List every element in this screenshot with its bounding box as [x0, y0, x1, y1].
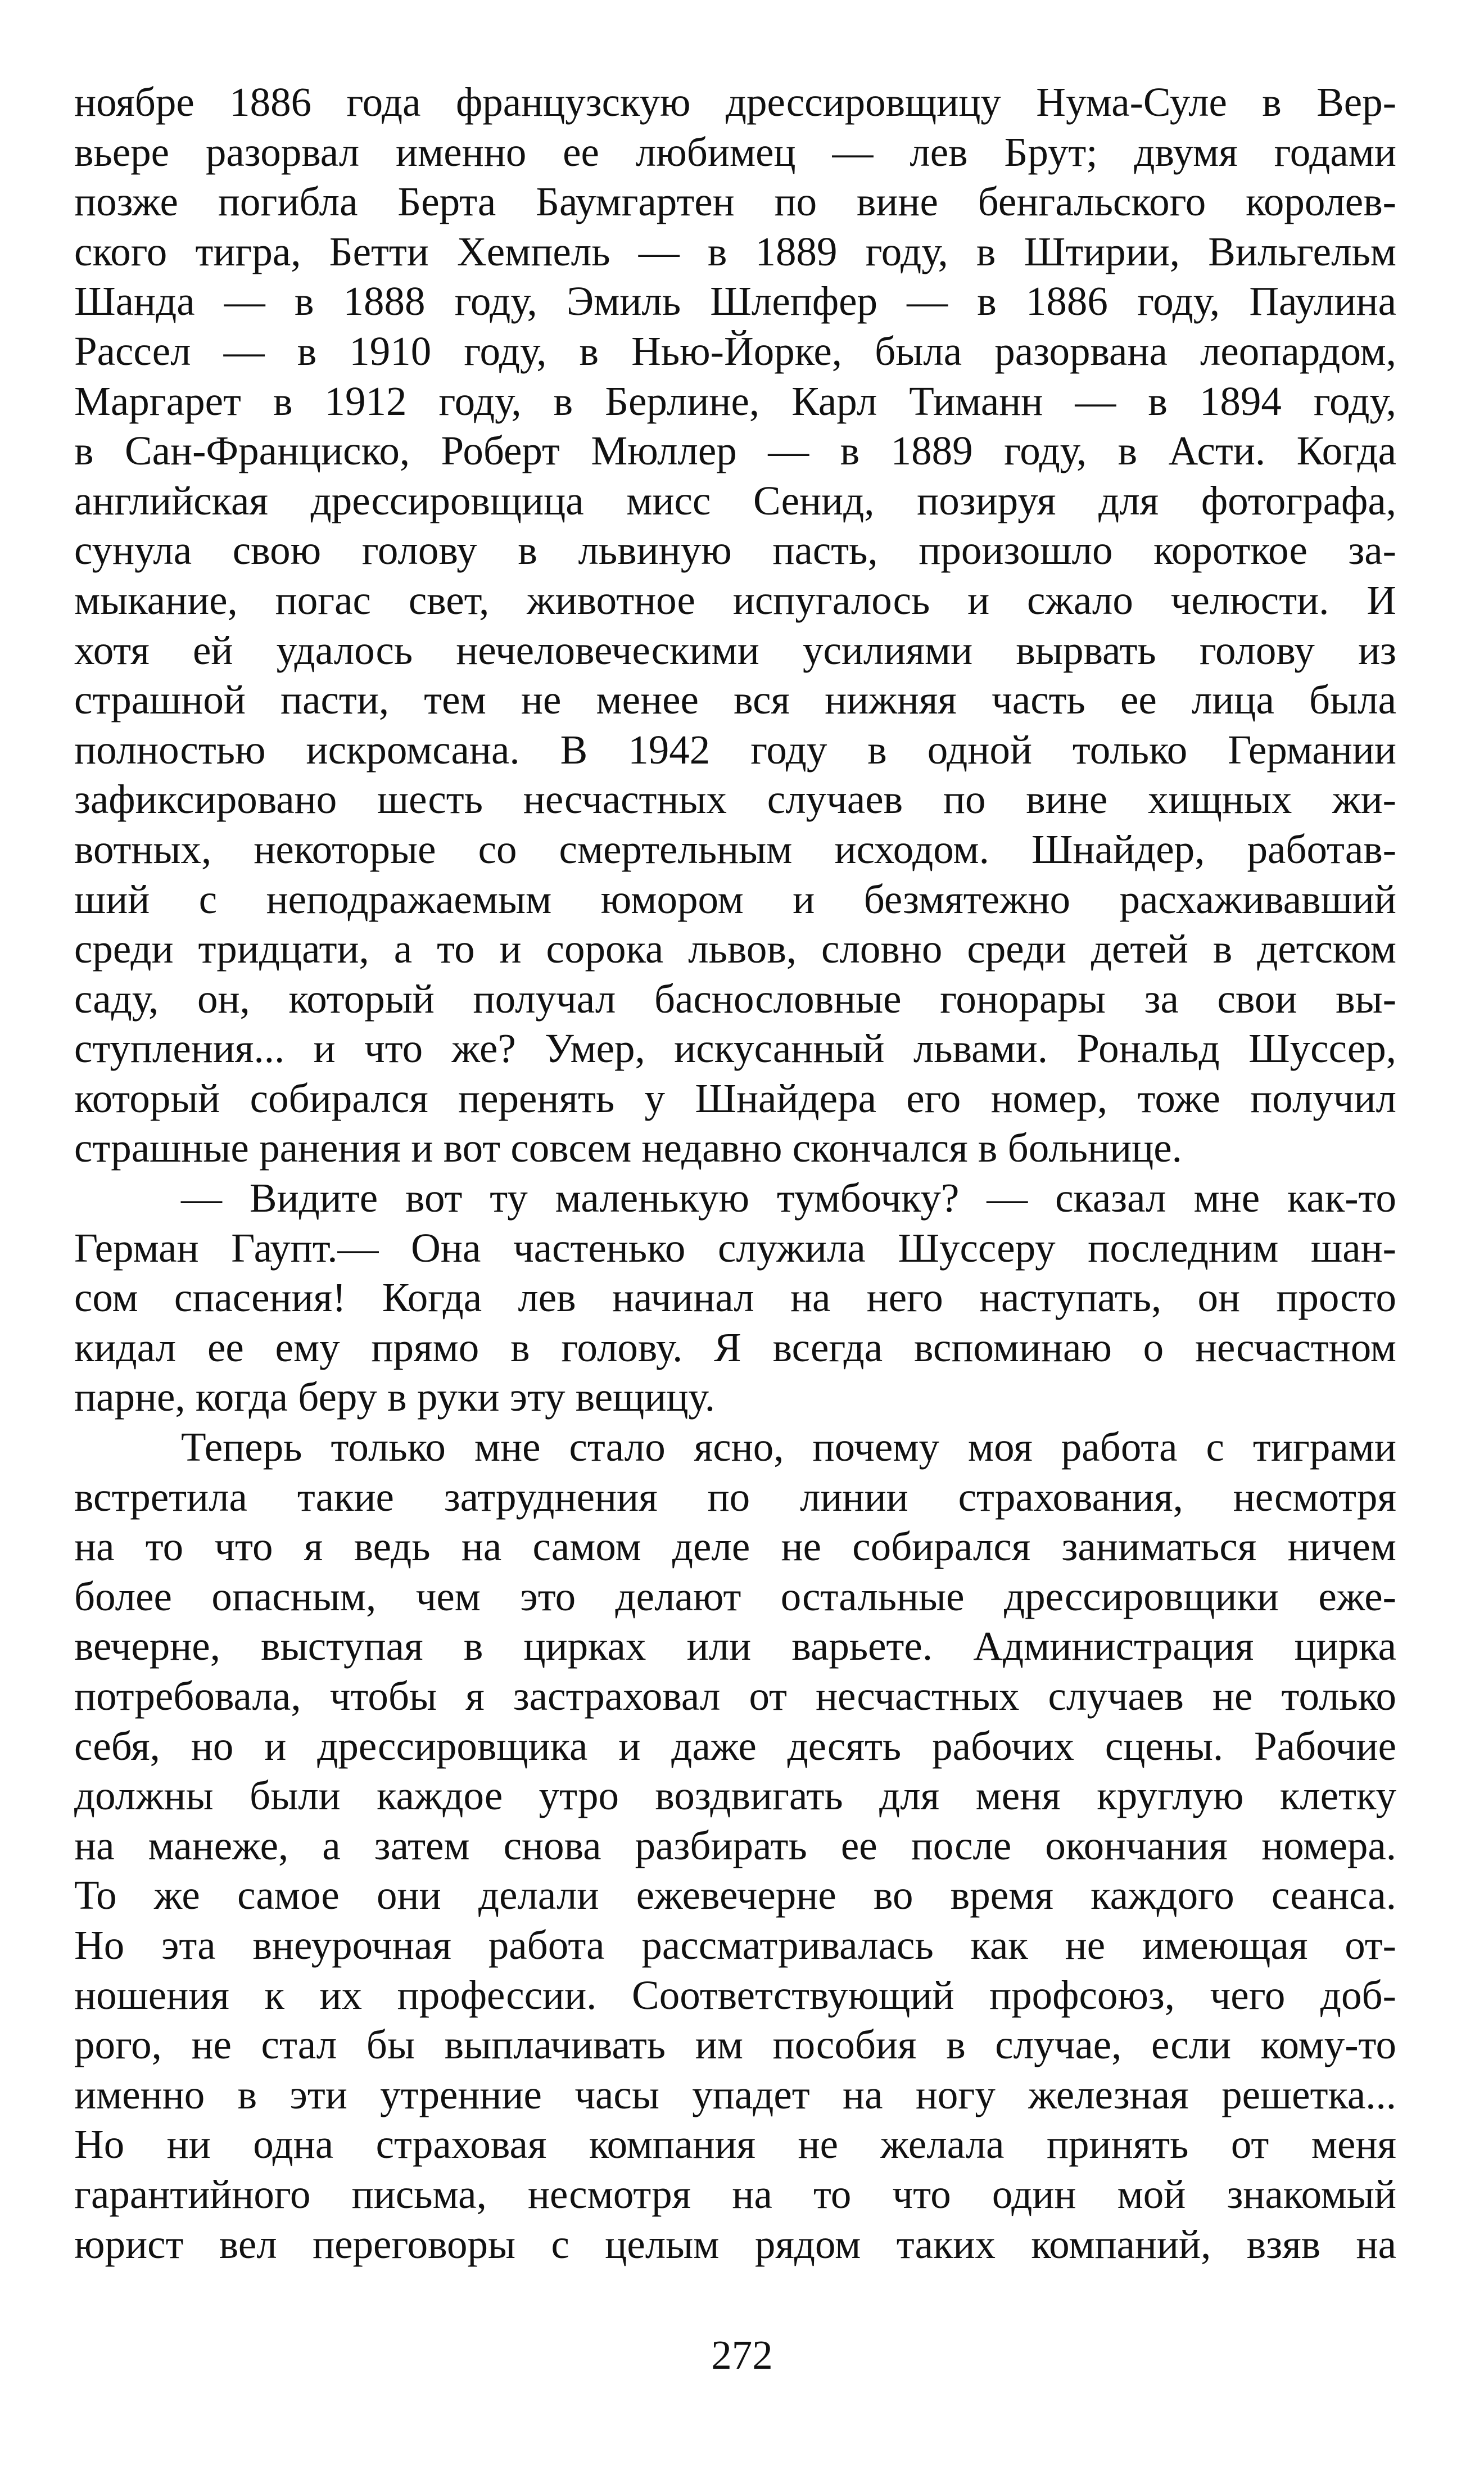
- text-line: саду, он, который получал баснословные гонорары за свои вы-: [74, 975, 1396, 1022]
- text-line: в Сан-Франциско, Роберт Мюллер — в 1889 году, в Асти. Когда: [74, 428, 1396, 474]
- text-line: Маргарет в 1912 году, в Берлине, Карл Тиманн — в 1894 году,: [74, 378, 1396, 424]
- text-line: ношения к их профессии. Соответствующий профсоюз, чего доб-: [74, 1972, 1396, 2018]
- text-line: на манеже, а затем снова разбирать ее после окончания номера.: [74, 1822, 1396, 1868]
- text-line: рого, не стал бы выплачивать им пособия в случае, если кому-то: [74, 2022, 1396, 2068]
- page-text: [74, 78, 1396, 2269]
- page-number: 272: [711, 2332, 773, 2378]
- paragraph-3: [74, 1422, 1396, 2269]
- text-line: потребовала, чтобы я застраховал от несчастных случаев не только: [74, 1673, 1396, 1719]
- text-line: хотя ей удалось нечеловеческими усилиями вырвать голову из: [74, 627, 1396, 673]
- text-line: ший с неподражаемым юмором и безмятежно расхаживавший: [74, 876, 1396, 922]
- text-line: — Видите вот ту маленькую тумбочку? — сказал мне как-то: [181, 1175, 1396, 1221]
- text-line: встретила такие затруднения по линии страхования, несмотря: [74, 1474, 1396, 1520]
- text-line: Но эта внеурочная работа рассматривалась как не имеющая от-: [74, 1922, 1396, 1968]
- text-line: полностью искромсана. В 1942 году в одной только Германии: [74, 726, 1396, 773]
- text-line: должны были каждое утро воздвигать для меня круглую клетку: [74, 1773, 1396, 1819]
- text-line: Рассел — в 1910 году, в Нью-Йорке, была разорвана леопардом,: [74, 328, 1396, 374]
- text-line: страшной пасти, тем не менее вся нижняя часть ее лица была: [74, 677, 1396, 723]
- text-line: вьере разорвал именно ее любимец — лев Брут; двумя годами: [74, 129, 1396, 175]
- text-line: позже погибла Берта Баумгартен по вине бенгальского королев-: [74, 179, 1396, 225]
- text-line: на то что я ведь на самом деле не собирался заниматься ничем: [74, 1524, 1396, 1570]
- text-line: вечерне, выступая в цирках или варьете. Администрация цирка: [74, 1623, 1396, 1669]
- text-line: юрист вел переговоры с целым рядом таких компаний, взяв на: [74, 2221, 1396, 2267]
- text-line: себя, но и дрессировщика и даже десять рабочих сцены. Рабочие: [74, 1723, 1396, 1769]
- text-line: кидал ее ему прямо в голову. Я всегда вспоминаю о несчастном: [74, 1324, 1396, 1370]
- text-line: парне, когда беру в руки эту вещицу.: [74, 1374, 715, 1420]
- text-line: Шанда — в 1888 году, Эмиль Шлепфер — в 1886 году, Паулина: [74, 278, 1396, 324]
- text-line: Теперь только мне стало ясно, почему моя работа с тиграми: [181, 1424, 1396, 1470]
- text-line: ступления... и что же? Умер, искусанный львами. Рональд Шуссер,: [74, 1026, 1396, 1072]
- text-line: мыкание, погас свет, животное испугалось и сжало челюсти. И: [74, 577, 1396, 623]
- text-line: сом спасения! Когда лев начинал на него наступать, он просто: [74, 1275, 1396, 1321]
- text-line: который собирался перенять у Шнайдера его номер, тоже получил: [74, 1075, 1396, 1121]
- text-line: То же самое они делали ежевечерне во время каждого сеанса.: [74, 1872, 1396, 1918]
- text-line: гарантийного письма, несмотря на то что один мой знакомый: [74, 2171, 1396, 2217]
- text-line: сунула свою голову в львиную пасть, произошло короткое за-: [74, 527, 1396, 573]
- text-line: зафиксировано шесть несчастных случаев по вине хищных жи-: [74, 776, 1396, 823]
- text-line: среди тридцати, а то и сорока львов, словно среди детей в детском: [74, 926, 1396, 972]
- paragraph-1: [74, 78, 1396, 1173]
- text-line: Но ни одна страховая компания не желала принять от меня: [74, 2121, 1396, 2167]
- text-line: именно в эти утренние часы упадет на ногу железная решетка...: [74, 2071, 1396, 2117]
- paragraph-2: [74, 1173, 1396, 1422]
- text-line: ского тигра, Бетти Хемпель — в 1889 году, в Штирии, Вильгельм: [74, 228, 1396, 274]
- text-line: английская дрессировщица мисс Сенид, позируя для фотографа,: [74, 477, 1396, 523]
- text-line: Герман Гаупт.— Она частенько служила Шуссеру последним шан-: [74, 1225, 1396, 1271]
- text-line: ноябре 1886 года французскую дрессировщицу Нума-Суле в Вер-: [74, 79, 1396, 125]
- text-line: более опасным, чем это делают остальные дрессировщики еже-: [74, 1573, 1396, 1619]
- text-line: страшные ранения и вот совсем недавно скончался в больнице.: [74, 1125, 1182, 1171]
- text-line: вотных, некоторые со смертельным исходом. Шнайдер, работав-: [74, 826, 1396, 872]
